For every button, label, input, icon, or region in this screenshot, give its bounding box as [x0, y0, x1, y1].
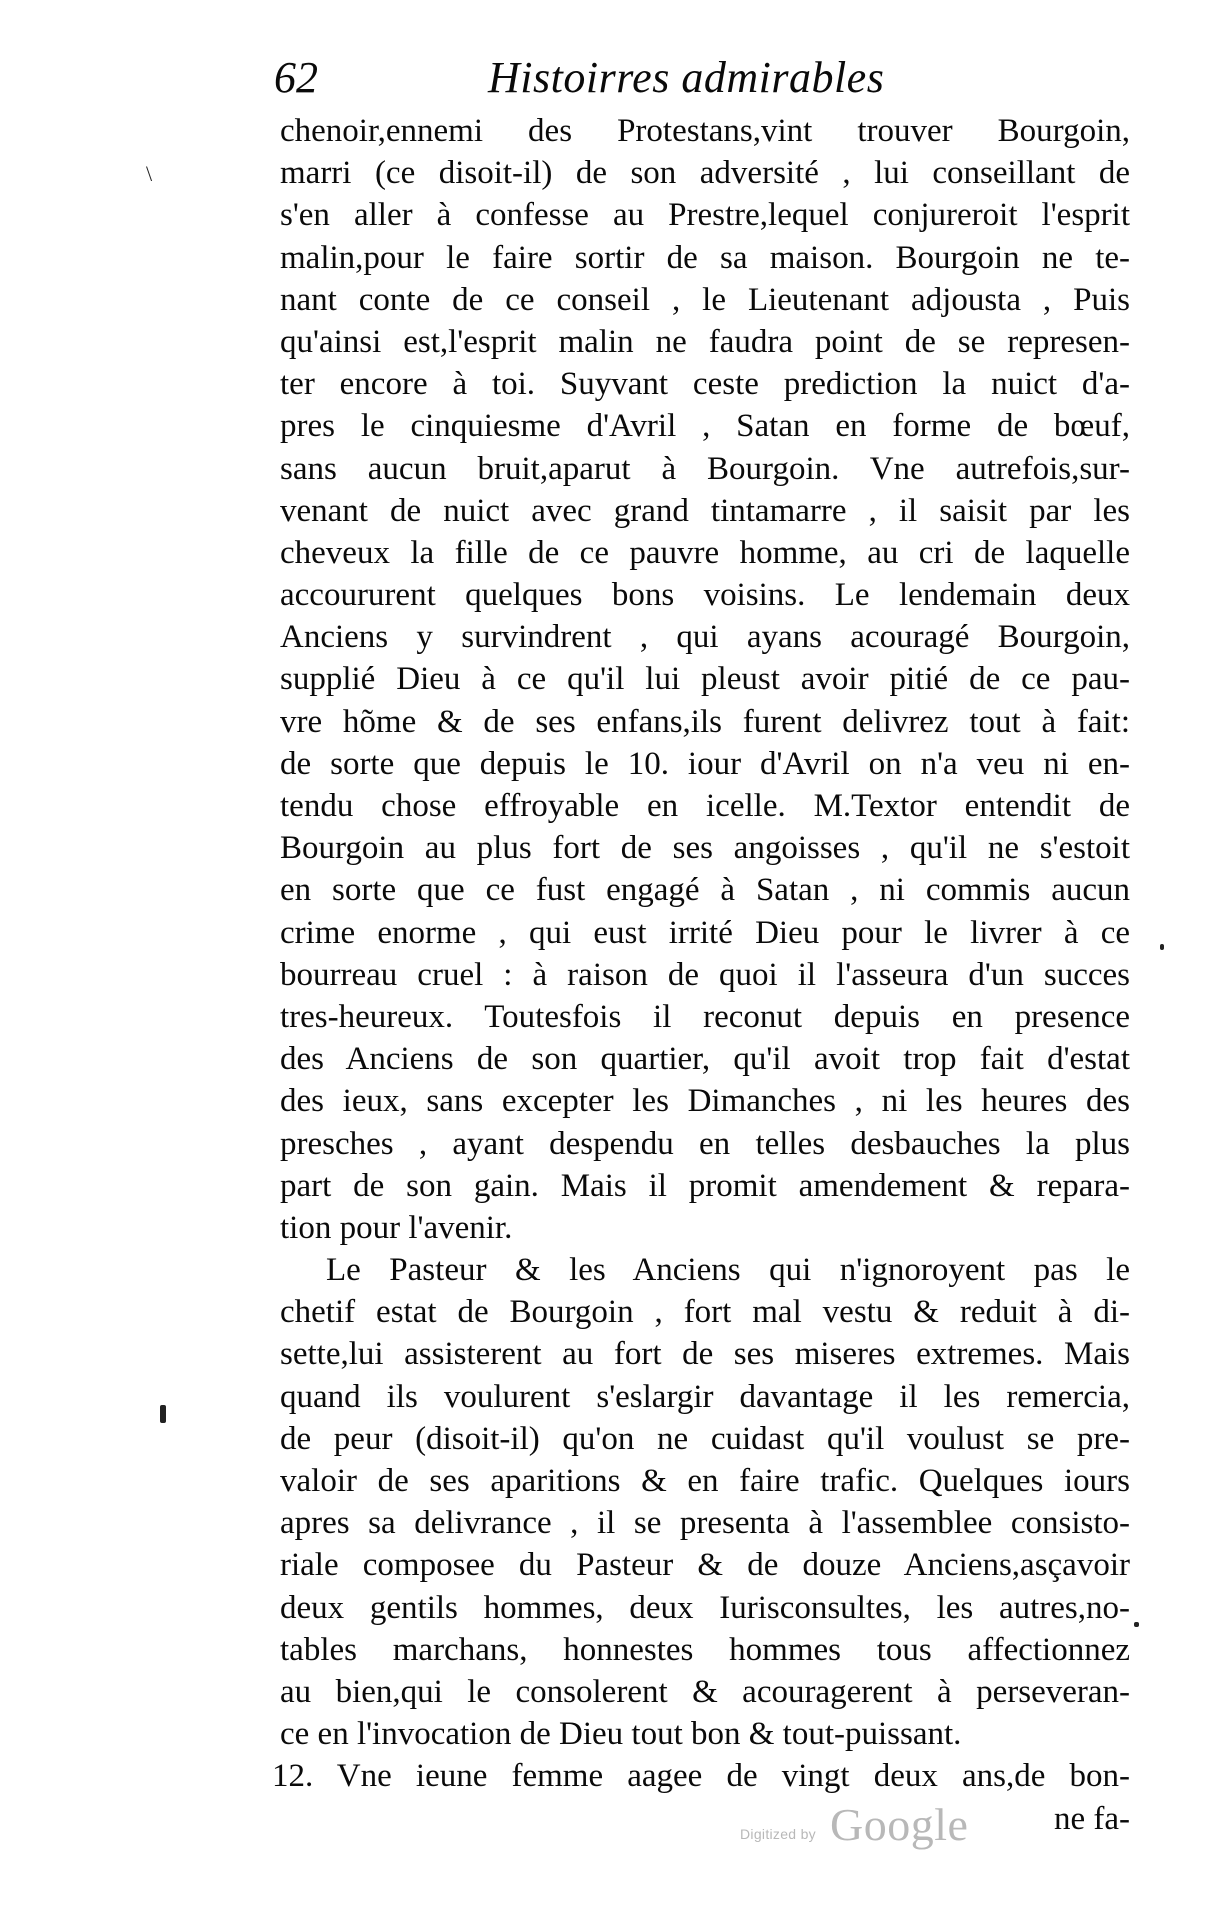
text-line: des Anciens de son quartier, qu'il avoit trop fait d'estat	[280, 1041, 1130, 1078]
page-number: 62	[274, 53, 318, 102]
margin-mark	[1134, 1622, 1139, 1627]
text-line: en sorte que ce fust engagé à Satan , ni commis aucun	[280, 872, 1130, 909]
text-line: 12. Vne ieune femme aagee de vingt deux ans,de bon-	[272, 1758, 1130, 1795]
digitized-by-label: Digitized by	[740, 1826, 816, 1842]
text-line: pres le cinquiesme d'Avril , Satan en forme de bœuf,	[280, 408, 1130, 445]
text-line: sette,lui assisterent au fort de ses miseres extremes. Mais	[280, 1336, 1130, 1373]
text-line: ter encore à toi. Suyvant ceste prediction la nuict d'a-	[280, 366, 1130, 403]
text-line: Anciens y survindrent , qui ayans acouragé Bourgoin,	[280, 619, 1130, 656]
text-line: tendu chose effroyable en icelle. M.Textor entendit de	[280, 788, 1130, 824]
text-line: tres-heureux. Toutesfois il reconut depuis en presence	[280, 998, 1130, 1035]
text-line: chetif estat de Bourgoin , fort mal vestu & reduit à di-	[280, 1294, 1130, 1331]
text-line: qu'ainsi est,l'esprit malin ne faudra point de se represen-	[280, 323, 1130, 360]
text-line: chenoir,ennemi des Protestans,vint trouver Bourgoin,	[280, 113, 1130, 149]
text-line: au bien,qui le consolerent & acouragerent à perseveran-	[280, 1673, 1130, 1710]
text-line: accoururent quelques bons voisins. Le lendemain deux	[280, 577, 1130, 614]
text-line: ce en l'invocation de Dieu tout bon & tout-puissant.	[280, 1716, 962, 1753]
body-text	[272, 110, 1130, 1840]
text-line: vre hõme & de ses enfans,ils furent delivrez tout à fait:	[280, 703, 1130, 740]
text-line: venant de nuict avec grand tintamarre , il saisit par les	[280, 492, 1130, 529]
google-watermark	[740, 1800, 1000, 1856]
margin-mark: \	[146, 161, 153, 186]
page-header	[268, 48, 908, 108]
text-line: s'en aller à confesse au Prestre,lequel conjureroit l'esprit	[280, 197, 1130, 234]
text-line: de sorte que depuis le 10. iour d'Avril on n'a veu ni en-	[280, 745, 1130, 782]
margin-mark	[160, 1405, 166, 1423]
text-line: tables marchans, honnestes hommes tous affectionnez	[280, 1631, 1130, 1668]
text-line: presches , ayant despendu en telles desbauches la plus	[280, 1125, 1130, 1162]
margin-mark	[1160, 944, 1164, 950]
text-line: supplié Dieu à ce qu'il lui pleust avoir pitié de ce pau-	[280, 661, 1130, 698]
text-line: valoir de ses aparitions & en faire trafic. Quelques iours	[280, 1463, 1130, 1499]
text-line: crime enorme , qui eust irrité Dieu pour le livrer à ce	[280, 914, 1130, 951]
catchword: ne fa-	[1053, 1800, 1130, 1837]
running-head: Histoirres admirables	[488, 53, 885, 102]
text-line: apres sa delivrance , il se presenta à l'assemblee consisto-	[280, 1505, 1130, 1542]
text-line: des ieux, sans excepter les Dimanches , ni les heures des	[280, 1083, 1130, 1120]
text-line: malin,pour le faire sortir de sa maison. Bourgoin ne te-	[280, 239, 1130, 276]
text-line: Le Pasteur & les Anciens qui n'ignoroyent pas le	[326, 1252, 1130, 1289]
text-line: Bourgoin au plus fort de ses angoisses , qu'il ne s'estoit	[280, 830, 1130, 867]
text-line: tion pour l'avenir.	[280, 1209, 513, 1246]
text-line: deux gentils hommes, deux Iurisconsultes, les autres,no-	[280, 1589, 1130, 1626]
text-line: cheveux la fille de ce pauvre homme, au cri de laquelle	[280, 534, 1130, 571]
google-logo-text: Google	[830, 1799, 969, 1850]
text-line: de peur (disoit-il) qu'on ne cuidast qu'il voulust se pre-	[280, 1420, 1130, 1457]
text-line: quand ils voulurent s'eslargir davantage il les remercia,	[280, 1378, 1130, 1415]
text-line: part de son gain. Mais il promit amendement & repara-	[280, 1167, 1130, 1204]
text-line: bourreau cruel : à raison de quoi il l'asseura d'un succes	[280, 956, 1130, 993]
text-line: nant conte de ce conseil , le Lieutenant adjousta , Puis	[280, 281, 1130, 318]
text-line: marri (ce disoit-il) de son adversité , lui conseillant de	[280, 155, 1130, 192]
text-line: sans aucun bruit,aparut à Bourgoin. Vne autrefois,sur-	[280, 450, 1130, 487]
text-line: riale composee du Pasteur & de douze Anciens,asçavoir	[280, 1547, 1130, 1584]
